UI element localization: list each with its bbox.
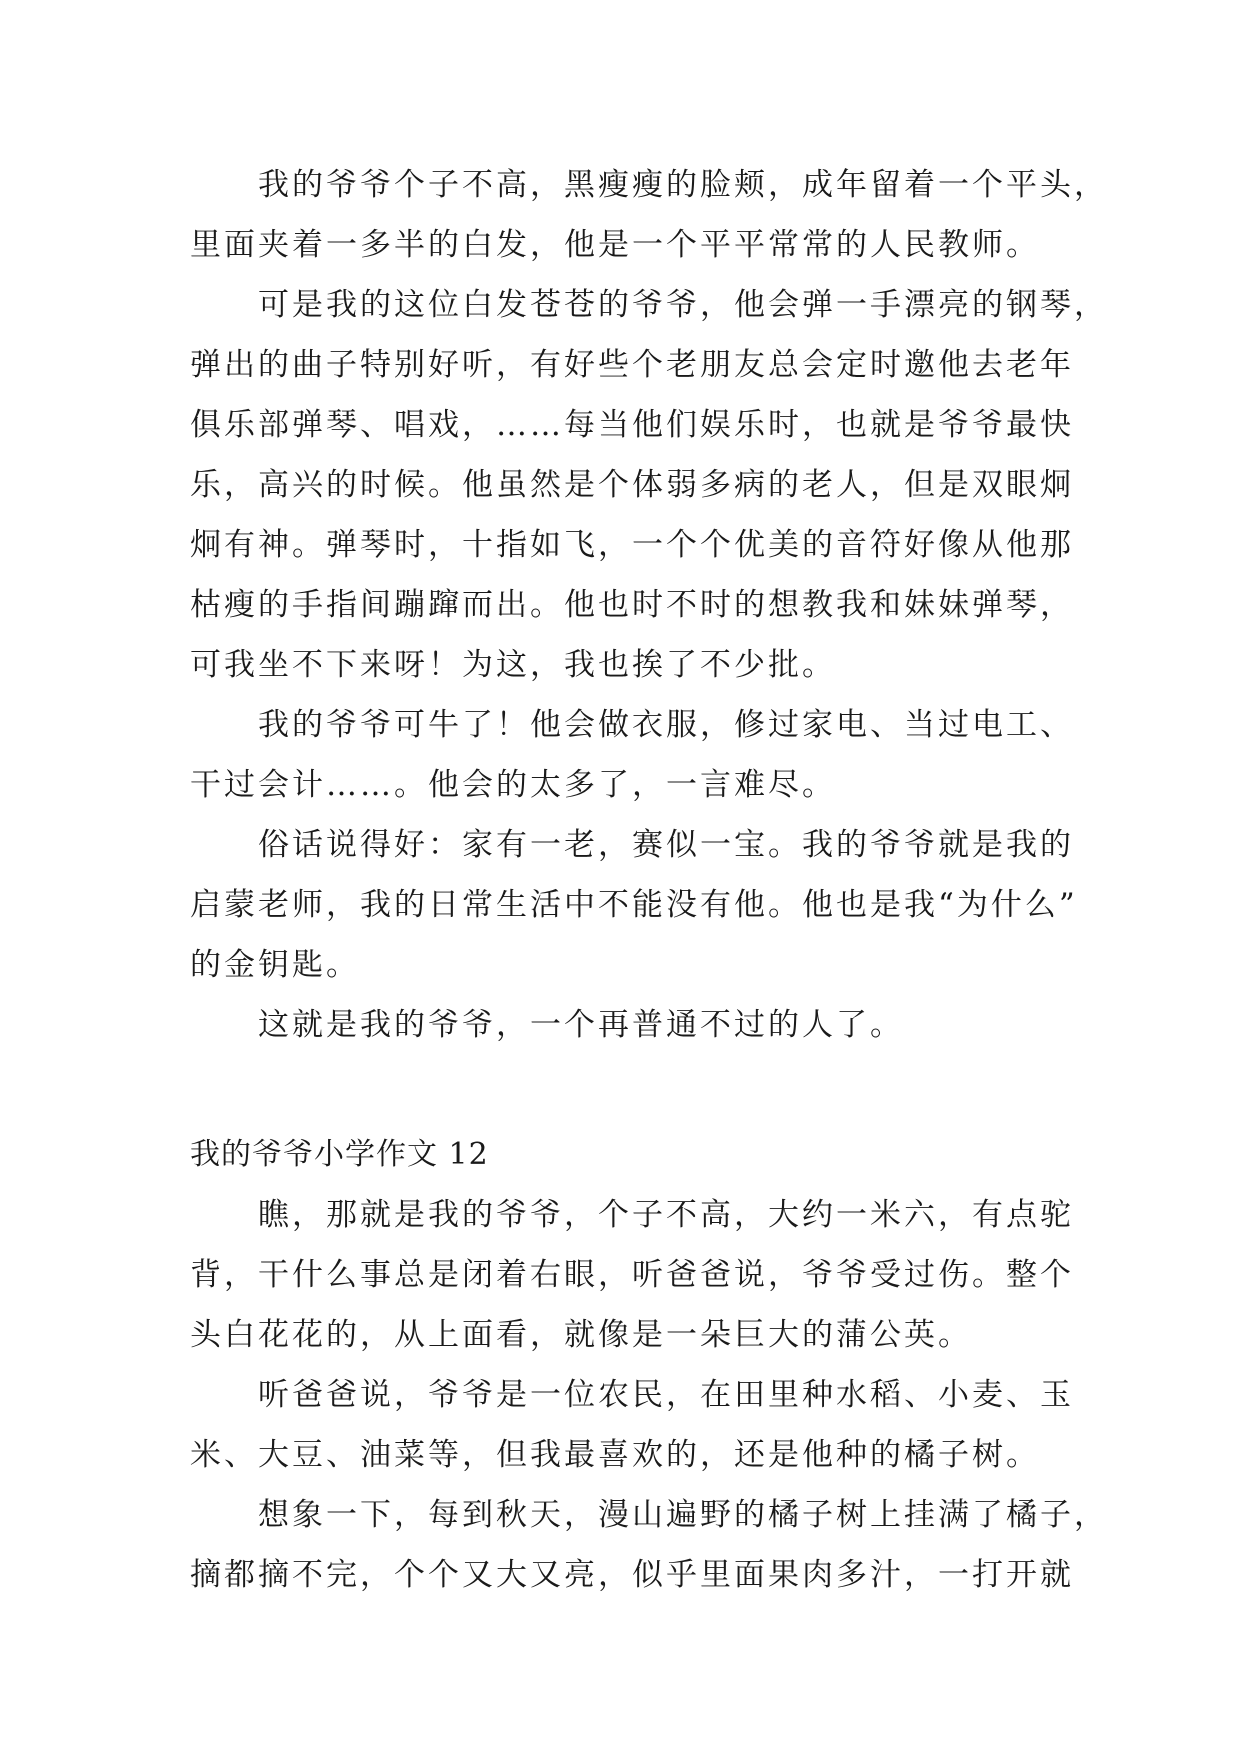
text-line: 炯有神。弹琴时，十指如飞，一个个优美的音符好像从他那 <box>190 527 1074 563</box>
essay-heading: 我的爷爷小学作文 12 <box>190 1137 489 1172</box>
text-line: 摘都摘不完，个个又大又亮，似乎里面果肉多汁，一打开就 <box>190 1557 1074 1593</box>
text-line: 我的爷爷个子不高，黑瘦瘦的脸颊，成年留着一个平头， <box>258 167 1108 203</box>
text-line: 头白花花的，从上面看，就像是一朵巨大的蒲公英。 <box>190 1317 972 1353</box>
text-line: 瞧，那就是我的爷爷，个子不高，大约一米六，有点驼 <box>258 1197 1074 1233</box>
text-line: 可是我的这位白发苍苍的爷爷，他会弹一手漂亮的钢琴， <box>258 287 1108 323</box>
text-line: 我的爷爷可牛了！他会做衣服，修过家电、当过电工、 <box>258 707 1074 743</box>
text-line: 里面夹着一多半的白发，他是一个平平常常的人民教师。 <box>190 227 1040 263</box>
text-line: 可我坐不下来呀！为这，我也挨了不少批。 <box>190 647 836 683</box>
text-line: 干过会计……。他会的太多了，一言难尽。 <box>190 767 836 803</box>
text-line: 米、大豆、油菜等，但我最喜欢的，还是他种的橘子树。 <box>190 1437 1040 1473</box>
text-line: 启蒙老师，我的日常生活中不能没有他。他也是我“为什么” <box>190 887 1078 923</box>
text-line: 乐，高兴的时候。他虽然是个体弱多病的老人，但是双眼炯 <box>190 467 1074 503</box>
text-line: 听爸爸说，爷爷是一位农民，在田里种水稻、小麦、玉 <box>258 1377 1074 1413</box>
text-line: 想象一下，每到秋天，漫山遍野的橘子树上挂满了橘子， <box>258 1497 1108 1533</box>
text-line: 弹出的曲子特别好听，有好些个老朋友总会定时邀他去老年 <box>190 347 1074 383</box>
text-line: 俱乐部弹琴、唱戏，……每当他们娱乐时，也就是爷爷最快 <box>190 407 1074 443</box>
text-line: 的金钥匙。 <box>190 947 360 983</box>
text-line: 枯瘦的手指间蹦蹿而出。他也时不时的想教我和妹妹弹琴， <box>190 587 1074 623</box>
text-line: 俗话说得好：家有一老，赛似一宝。我的爷爷就是我的 <box>258 827 1074 863</box>
text-line: 背，干什么事总是闭着右眼，听爸爸说，爷爷受过伤。整个 <box>190 1257 1074 1293</box>
text-line: 这就是我的爷爷，一个再普通不过的人了。 <box>258 1007 904 1043</box>
